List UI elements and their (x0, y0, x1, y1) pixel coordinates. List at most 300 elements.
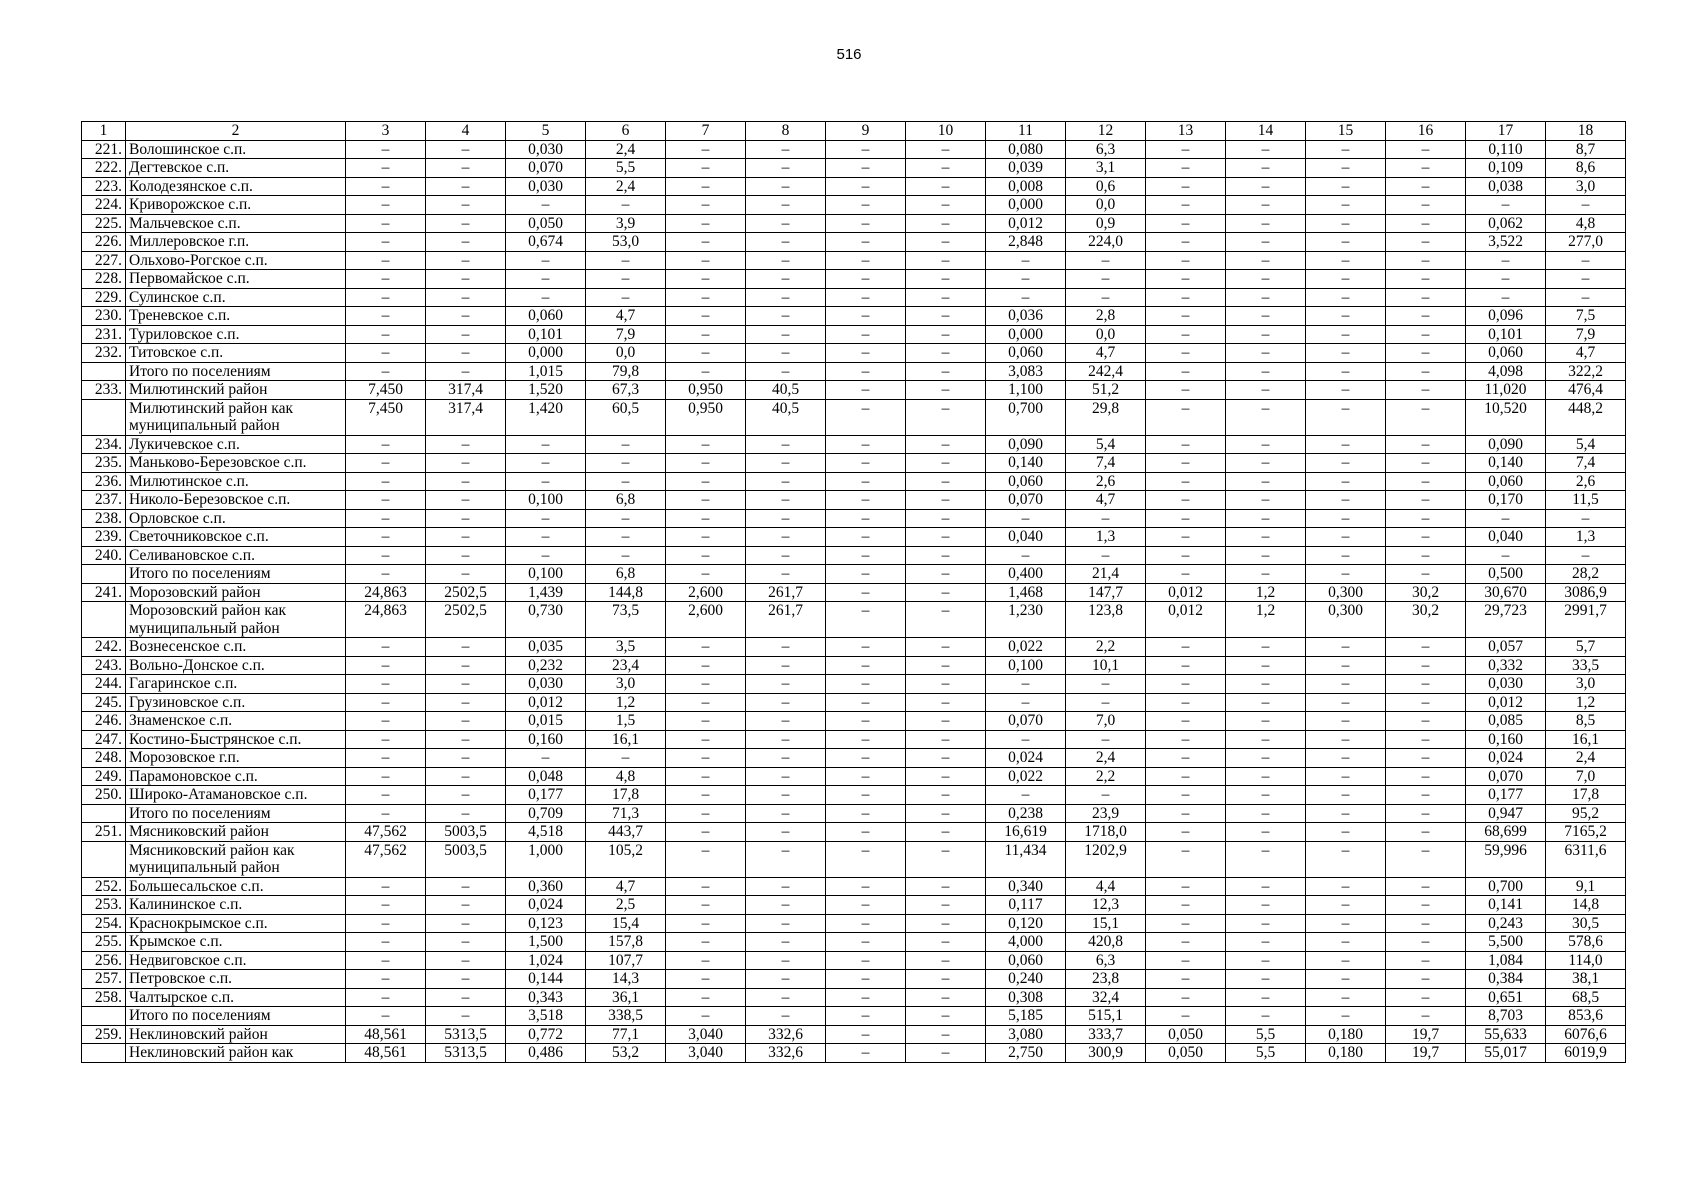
cell-col-4: – (426, 638, 506, 657)
cell-col-6: – (586, 435, 666, 454)
row-number (82, 841, 126, 877)
cell-col-9: – (826, 196, 906, 215)
cell-col-10: – (906, 344, 986, 363)
cell-col-9: – (826, 362, 906, 381)
cell-col-14: – (1226, 675, 1306, 694)
cell-col-12: 0,0 (1066, 196, 1146, 215)
cell-col-3: 24,863 (346, 583, 426, 602)
cell-col-10: – (906, 730, 986, 749)
cell-col-7: – (666, 454, 746, 473)
row-number: 236. (82, 472, 126, 491)
cell-col-6: – (586, 546, 666, 565)
row-name: Светочниковское с.п. (126, 528, 346, 547)
cell-col-18: 3,0 (1546, 675, 1626, 694)
cell-col-14: 1,2 (1226, 583, 1306, 602)
cell-col-16: – (1386, 693, 1466, 712)
table-row (82, 233, 1626, 252)
data-table (81, 121, 1626, 1063)
cell-col-16: – (1386, 988, 1466, 1007)
cell-col-14: – (1226, 804, 1306, 823)
column-header: 3 (346, 122, 426, 141)
cell-col-6: 1,2 (586, 693, 666, 712)
cell-col-8: – (746, 362, 826, 381)
cell-col-14: – (1226, 767, 1306, 786)
cell-col-17: 0,177 (1466, 786, 1546, 805)
cell-col-7: – (666, 344, 746, 363)
cell-col-9: – (826, 251, 906, 270)
cell-col-3: – (346, 712, 426, 731)
cell-col-17: 55,633 (1466, 1025, 1546, 1044)
cell-col-4: – (426, 712, 506, 731)
cell-col-3: – (346, 362, 426, 381)
cell-col-9: – (826, 288, 906, 307)
cell-col-13: – (1146, 988, 1226, 1007)
cell-col-16: 19,7 (1386, 1025, 1466, 1044)
cell-col-17: 0,947 (1466, 804, 1546, 823)
cell-col-10: – (906, 159, 986, 178)
cell-col-15: – (1306, 877, 1386, 896)
cell-col-6: – (586, 749, 666, 768)
cell-col-10: – (906, 877, 986, 896)
cell-col-16: – (1386, 270, 1466, 289)
cell-col-15: – (1306, 344, 1386, 363)
row-number: 227. (82, 251, 126, 270)
cell-col-5: 0,232 (506, 656, 586, 675)
cell-col-17: 0,109 (1466, 159, 1546, 178)
cell-col-15: – (1306, 823, 1386, 842)
cell-col-4: – (426, 988, 506, 1007)
cell-col-3: – (346, 325, 426, 344)
cell-col-18: 6019,9 (1546, 1044, 1626, 1063)
column-header: 2 (126, 122, 346, 141)
cell-col-14: – (1226, 214, 1306, 233)
cell-col-11: 0,040 (986, 528, 1066, 547)
cell-col-15: – (1306, 970, 1386, 989)
cell-col-12: – (1066, 693, 1146, 712)
cell-col-10: – (906, 307, 986, 326)
cell-col-15: – (1306, 638, 1386, 657)
cell-col-17: 0,060 (1466, 344, 1546, 363)
cell-col-18: 853,6 (1546, 1007, 1626, 1026)
row-number: 228. (82, 270, 126, 289)
cell-col-17: 0,012 (1466, 693, 1546, 712)
table-row (82, 140, 1626, 159)
cell-col-9: – (826, 159, 906, 178)
row-name: Петровское с.п. (126, 970, 346, 989)
table-row (82, 749, 1626, 768)
column-header: 17 (1466, 122, 1546, 141)
cell-col-14: – (1226, 159, 1306, 178)
cell-col-11: 0,340 (986, 877, 1066, 896)
cell-col-11: 0,117 (986, 896, 1066, 915)
cell-col-6: – (586, 270, 666, 289)
table-row (82, 362, 1626, 381)
cell-col-15: – (1306, 472, 1386, 491)
cell-col-3: 47,562 (346, 823, 426, 842)
row-number: 223. (82, 177, 126, 196)
cell-col-3: – (346, 270, 426, 289)
cell-col-3: – (346, 251, 426, 270)
row-name: Милютинский район как муниципальный район (126, 399, 346, 435)
column-header: 8 (746, 122, 826, 141)
cell-col-13: – (1146, 914, 1226, 933)
column-header: 12 (1066, 122, 1146, 141)
cell-col-9: – (826, 730, 906, 749)
cell-col-13: – (1146, 656, 1226, 675)
cell-col-8: – (746, 896, 826, 915)
cell-col-9: – (826, 988, 906, 1007)
cell-col-5: 0,100 (506, 491, 586, 510)
cell-col-16: – (1386, 638, 1466, 657)
cell-col-15: – (1306, 896, 1386, 915)
cell-col-16: – (1386, 344, 1466, 363)
table-row (82, 454, 1626, 473)
cell-col-12: 0,0 (1066, 325, 1146, 344)
cell-col-14: – (1226, 491, 1306, 510)
cell-col-13: – (1146, 454, 1226, 473)
row-name: Мясниковский район (126, 823, 346, 842)
cell-col-11: 2,848 (986, 233, 1066, 252)
cell-col-8: – (746, 823, 826, 842)
cell-col-16: – (1386, 140, 1466, 159)
table-row (82, 159, 1626, 178)
cell-col-5: – (506, 270, 586, 289)
table-row (82, 399, 1626, 435)
cell-col-9: – (826, 344, 906, 363)
cell-col-18: 38,1 (1546, 970, 1626, 989)
cell-col-4: 317,4 (426, 399, 506, 435)
cell-col-18: 3,0 (1546, 177, 1626, 196)
cell-col-14: – (1226, 288, 1306, 307)
cell-col-6: 2,4 (586, 140, 666, 159)
cell-col-4: – (426, 344, 506, 363)
cell-col-7: – (666, 307, 746, 326)
cell-col-18: 16,1 (1546, 730, 1626, 749)
cell-col-18: 8,5 (1546, 712, 1626, 731)
cell-col-15: – (1306, 307, 1386, 326)
cell-col-10: – (906, 196, 986, 215)
cell-col-9: – (826, 381, 906, 400)
cell-col-4: – (426, 693, 506, 712)
cell-col-6: 14,3 (586, 970, 666, 989)
table-body (82, 122, 1626, 1063)
row-name: Неклиновский район (126, 1025, 346, 1044)
cell-col-15: – (1306, 933, 1386, 952)
cell-col-16: – (1386, 325, 1466, 344)
cell-col-13: – (1146, 693, 1226, 712)
cell-col-3: – (346, 159, 426, 178)
cell-col-17: 3,522 (1466, 233, 1546, 252)
cell-col-10: – (906, 288, 986, 307)
row-name: Вольно-Донское с.п. (126, 656, 346, 675)
cell-col-5: 0,000 (506, 344, 586, 363)
cell-col-13: – (1146, 546, 1226, 565)
cell-col-13: – (1146, 509, 1226, 528)
cell-col-9: – (826, 583, 906, 602)
table-row (82, 1044, 1626, 1063)
cell-col-15: – (1306, 767, 1386, 786)
row-number (82, 1044, 126, 1063)
table-row (82, 177, 1626, 196)
cell-col-7: – (666, 896, 746, 915)
cell-col-15: – (1306, 270, 1386, 289)
cell-col-17: 0,062 (1466, 214, 1546, 233)
cell-col-8: – (746, 565, 826, 584)
cell-col-11: 1,230 (986, 602, 1066, 638)
table-row (82, 251, 1626, 270)
cell-col-5: – (506, 288, 586, 307)
cell-col-7: 3,040 (666, 1025, 746, 1044)
cell-col-6: 17,8 (586, 786, 666, 805)
cell-col-9: – (826, 233, 906, 252)
cell-col-5: 0,730 (506, 602, 586, 638)
cell-col-11: – (986, 730, 1066, 749)
row-number: 256. (82, 951, 126, 970)
cell-col-5: – (506, 528, 586, 547)
row-number (82, 602, 126, 638)
cell-col-13: – (1146, 712, 1226, 731)
cell-col-8: – (746, 528, 826, 547)
cell-col-16: – (1386, 435, 1466, 454)
cell-col-12: 6,3 (1066, 140, 1146, 159)
cell-col-13: – (1146, 251, 1226, 270)
cell-col-17: – (1466, 270, 1546, 289)
cell-col-4: – (426, 196, 506, 215)
cell-col-7: – (666, 712, 746, 731)
cell-col-9: – (826, 675, 906, 694)
cell-col-18: 2991,7 (1546, 602, 1626, 638)
cell-col-10: – (906, 528, 986, 547)
cell-col-14: – (1226, 270, 1306, 289)
cell-col-9: – (826, 491, 906, 510)
cell-col-3: – (346, 656, 426, 675)
row-name: Миллеровское г.п. (126, 233, 346, 252)
cell-col-17: 0,700 (1466, 877, 1546, 896)
row-name: Мальчевское с.п. (126, 214, 346, 233)
cell-col-10: – (906, 454, 986, 473)
cell-col-15: – (1306, 988, 1386, 1007)
table-row (82, 988, 1626, 1007)
cell-col-6: – (586, 288, 666, 307)
cell-col-5: 0,101 (506, 325, 586, 344)
row-name: Туриловское с.п. (126, 325, 346, 344)
cell-col-4: 2502,5 (426, 602, 506, 638)
cell-col-8: – (746, 730, 826, 749)
cell-col-3: – (346, 344, 426, 363)
row-number: 255. (82, 933, 126, 952)
cell-col-14: – (1226, 841, 1306, 877)
cell-col-11: 0,024 (986, 749, 1066, 768)
cell-col-4: – (426, 288, 506, 307)
row-name: Мясниковский район как муниципальный район (126, 841, 346, 877)
cell-col-14: – (1226, 472, 1306, 491)
cell-col-18: 2,4 (1546, 749, 1626, 768)
cell-col-15: – (1306, 951, 1386, 970)
row-number: 244. (82, 675, 126, 694)
row-name: Первомайское с.п. (126, 270, 346, 289)
cell-col-12: 2,2 (1066, 638, 1146, 657)
cell-col-7: – (666, 251, 746, 270)
cell-col-4: – (426, 877, 506, 896)
table-row (82, 970, 1626, 989)
table-row (82, 712, 1626, 731)
row-number: 257. (82, 970, 126, 989)
cell-col-14: – (1226, 307, 1306, 326)
cell-col-9: – (826, 1025, 906, 1044)
cell-col-15: – (1306, 786, 1386, 805)
cell-col-3: – (346, 177, 426, 196)
row-name: Крымское с.п. (126, 933, 346, 952)
cell-col-6: 4,7 (586, 307, 666, 326)
cell-col-3: – (346, 933, 426, 952)
row-number: 225. (82, 214, 126, 233)
row-number (82, 399, 126, 435)
cell-col-10: – (906, 823, 986, 842)
cell-col-10: – (906, 767, 986, 786)
cell-col-10: – (906, 933, 986, 952)
cell-col-12: 4,7 (1066, 491, 1146, 510)
cell-col-7: 0,950 (666, 399, 746, 435)
cell-col-5: 0,030 (506, 177, 586, 196)
row-name: Итого по поселениям (126, 362, 346, 381)
cell-col-16: – (1386, 565, 1466, 584)
cell-col-12: 515,1 (1066, 1007, 1146, 1026)
cell-col-5: 0,070 (506, 159, 586, 178)
cell-col-13: – (1146, 435, 1226, 454)
row-number: 245. (82, 693, 126, 712)
cell-col-18: 5,7 (1546, 638, 1626, 657)
cell-col-11: – (986, 288, 1066, 307)
cell-col-13: – (1146, 159, 1226, 178)
cell-col-4: – (426, 509, 506, 528)
cell-col-17: 0,110 (1466, 140, 1546, 159)
cell-col-14: – (1226, 196, 1306, 215)
cell-col-6: – (586, 528, 666, 547)
cell-col-17: 8,703 (1466, 1007, 1546, 1026)
cell-col-17: – (1466, 509, 1546, 528)
table-row (82, 675, 1626, 694)
row-name: Милютинское с.п. (126, 472, 346, 491)
row-number: 253. (82, 896, 126, 915)
cell-col-9: – (826, 325, 906, 344)
cell-col-9: – (826, 435, 906, 454)
cell-col-4: – (426, 804, 506, 823)
cell-col-14: – (1226, 933, 1306, 952)
cell-col-7: – (666, 325, 746, 344)
cell-col-3: – (346, 196, 426, 215)
cell-col-12: 29,8 (1066, 399, 1146, 435)
row-name: Криворожское с.п. (126, 196, 346, 215)
cell-col-11: 11,434 (986, 841, 1066, 877)
cell-col-5: – (506, 196, 586, 215)
cell-col-13: – (1146, 841, 1226, 877)
row-name: Орловское с.п. (126, 509, 346, 528)
cell-col-7: 2,600 (666, 602, 746, 638)
cell-col-3: – (346, 970, 426, 989)
cell-col-15: – (1306, 288, 1386, 307)
cell-col-18: 4,8 (1546, 214, 1626, 233)
cell-col-7: – (666, 362, 746, 381)
cell-col-6: 1,5 (586, 712, 666, 731)
table-row (82, 823, 1626, 842)
cell-col-10: – (906, 1025, 986, 1044)
cell-col-7: – (666, 970, 746, 989)
cell-col-12: 3,1 (1066, 159, 1146, 178)
cell-col-8: – (746, 951, 826, 970)
cell-col-8: – (746, 196, 826, 215)
row-name: Парамоновское с.п. (126, 767, 346, 786)
table-row (82, 767, 1626, 786)
cell-col-7: – (666, 786, 746, 805)
cell-col-10: – (906, 712, 986, 731)
cell-col-8: – (746, 1007, 826, 1026)
cell-col-12: 2,2 (1066, 767, 1146, 786)
cell-col-10: – (906, 583, 986, 602)
cell-col-17: 0,384 (1466, 970, 1546, 989)
cell-col-3: – (346, 804, 426, 823)
row-name: Широко-Атамановское с.п. (126, 786, 346, 805)
cell-col-6: 79,8 (586, 362, 666, 381)
row-number: 246. (82, 712, 126, 731)
row-name: Милютинский район (126, 381, 346, 400)
cell-col-3: – (346, 233, 426, 252)
table-row (82, 196, 1626, 215)
cell-col-6: 15,4 (586, 914, 666, 933)
cell-col-5: 1,000 (506, 841, 586, 877)
cell-col-13: – (1146, 472, 1226, 491)
cell-col-18: 3086,9 (1546, 583, 1626, 602)
cell-col-8: 332,6 (746, 1044, 826, 1063)
row-name: Неклиновский район как (126, 1044, 346, 1063)
cell-col-12: 2,6 (1066, 472, 1146, 491)
cell-col-12: 5,4 (1066, 435, 1146, 454)
cell-col-11: – (986, 546, 1066, 565)
row-number: 249. (82, 767, 126, 786)
row-name: Титовское с.п. (126, 344, 346, 363)
row-number: 233. (82, 381, 126, 400)
cell-col-16: – (1386, 399, 1466, 435)
cell-col-12: 242,4 (1066, 362, 1146, 381)
cell-col-14: – (1226, 656, 1306, 675)
cell-col-7: – (666, 951, 746, 970)
cell-col-13: – (1146, 399, 1226, 435)
cell-col-10: – (906, 896, 986, 915)
cell-col-18: 4,7 (1546, 344, 1626, 363)
cell-col-7: – (666, 988, 746, 1007)
cell-col-10: – (906, 472, 986, 491)
cell-col-17: 0,141 (1466, 896, 1546, 915)
cell-col-18: 30,5 (1546, 914, 1626, 933)
cell-col-8: – (746, 251, 826, 270)
cell-col-18: 7165,2 (1546, 823, 1626, 842)
cell-col-16: – (1386, 675, 1466, 694)
cell-col-18: 17,8 (1546, 786, 1626, 805)
cell-col-14: 1,2 (1226, 602, 1306, 638)
row-number: 230. (82, 307, 126, 326)
cell-col-8: – (746, 435, 826, 454)
cell-col-16: – (1386, 528, 1466, 547)
cell-col-13: – (1146, 951, 1226, 970)
cell-col-5: 4,518 (506, 823, 586, 842)
cell-col-5: 0,486 (506, 1044, 586, 1063)
cell-col-15: – (1306, 399, 1386, 435)
cell-col-13: – (1146, 362, 1226, 381)
cell-col-8: – (746, 767, 826, 786)
cell-col-12: 1,3 (1066, 528, 1146, 547)
cell-col-7: – (666, 823, 746, 842)
cell-col-4: 317,4 (426, 381, 506, 400)
row-number: 251. (82, 823, 126, 842)
